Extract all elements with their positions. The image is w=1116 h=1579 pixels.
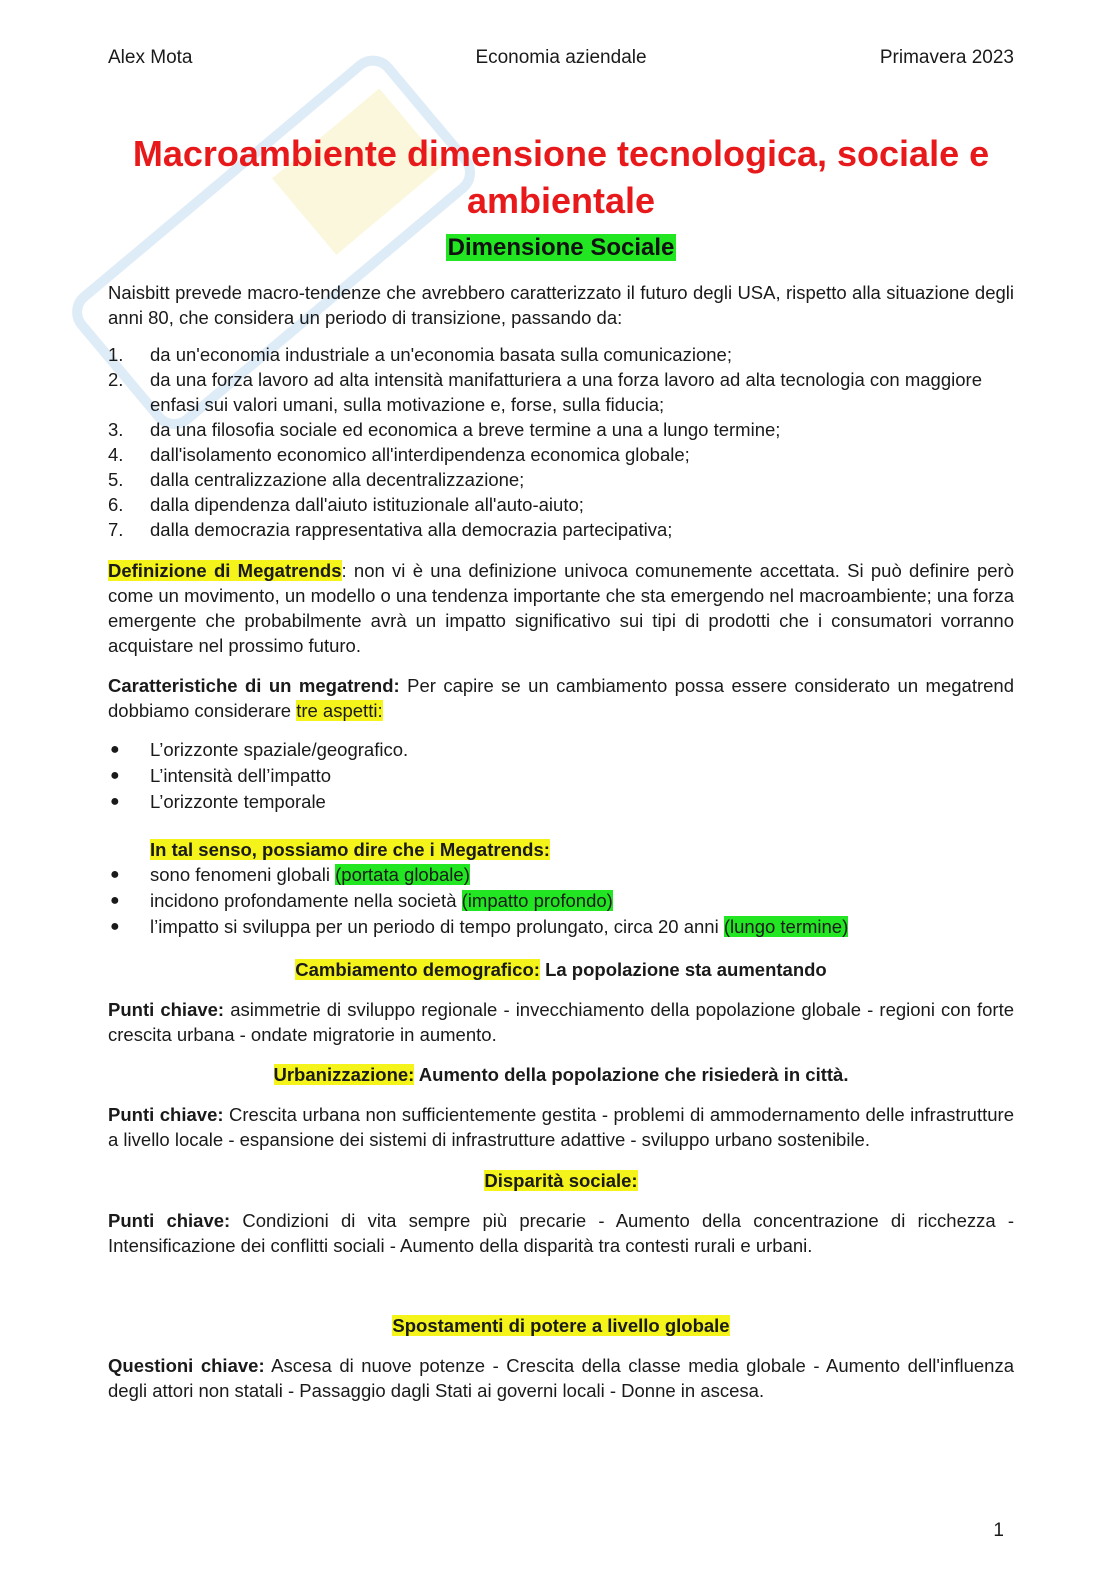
list-item: 7. dalla democrazia rappresentativa alla democrazia partecipativa;: [108, 519, 673, 540]
megatrends-list: [108, 862, 1014, 939]
characteristics-label: Caratteristiche di un megatrend:: [108, 675, 400, 696]
characteristics-paragraph: Caratteristiche di un megatrend: Per capire se un cambiamento possa essere considerato un megatrend dobbiamo considerare tre aspetti:: [108, 675, 1014, 721]
list-item: ● L’intensità dell’impatto: [110, 765, 331, 786]
definition-paragraph: Definizione di Megatrends: non vi è una definizione univoca comunemente accettata. Si può definire però come un movimento, un modello o una tendenza importante che sta emergendo nel macroambiente; una forza emergente che probabilmente avrà un impatto significativo sui tipi di prodotti che i consumatori vorranno acquistare nel prossimo futuro.: [108, 560, 1015, 656]
list-item: ● incidono profondamente nella società (impatto profondo): [110, 890, 613, 911]
list-item: ● L’orizzonte spaziale/geografico.: [110, 739, 409, 760]
section-heading-disparita: Disparità sociale:: [484, 1170, 638, 1191]
aspects-highlight: tre aspetti:: [296, 700, 383, 721]
section-heading-potere: Spostamenti di potere a livello globale: [392, 1315, 730, 1336]
megatrends-head: In tal senso, possiamo dire che i Megatrends:: [150, 839, 550, 860]
list-item: 5. dalla centralizzazione alla decentralizzazione;: [108, 469, 525, 490]
bullet-icon: ●: [110, 767, 120, 784]
aspects-list: [108, 737, 1014, 814]
key-points-paragraph: Punti chiave: asimmetrie di sviluppo regionale - invecchiamento della popolazione globale - regioni con forte crescita urbana - ondate migratorie in aumento.: [108, 999, 1015, 1045]
page-title: Macroambiente dimensione tecnologica, sociale e ambientale: [132, 133, 990, 221]
header-course: Economia aziendale: [475, 47, 647, 68]
bullet-icon: ●: [110, 918, 120, 935]
bullet-icon: ●: [110, 741, 120, 758]
header-author: Alex Mota: [108, 47, 193, 68]
bullet-icon: ●: [110, 866, 120, 883]
list-item: ● L’orizzonte temporale: [110, 791, 326, 812]
list-item: ● sono fenomeni globali (portata globale): [110, 864, 470, 885]
document-body: [108, 130, 1014, 1403]
list-item: 6. dalla dipendenza dall'aiuto istituzionale all'auto-aiuto;: [108, 494, 584, 515]
key-points-paragraph: Punti chiave: Condizioni di vita sempre più precarie - Aumento della concentrazione di ricchezza - Intensificazione dei conflitti sociali - Aumento della disparità tra contesti rurali e urbani.: [108, 1210, 1015, 1256]
key-questions-paragraph: Questioni chiave: Ascesa di nuove potenze - Crescita della classe media globale - Aumento dell'influenza degli attori non statali - Passaggio dagli Stati ai governi locali - Donne in ascesa.: [108, 1355, 1014, 1401]
definition-label: Definizione di Megatrends: [108, 560, 342, 581]
section-heading-demografico: Cambiamento demografico: La popolazione sta aumentando: [295, 959, 827, 980]
intro-paragraph: Naisbitt prevede macro-tendenze che avrebbero caratterizzato il futuro degli USA, rispetto alla situazione degli anni 80, che considera un periodo di transizione, passando da:: [108, 282, 1014, 328]
transitions-list: [108, 342, 1014, 542]
list-item: 4. dall'isolamento economico all'interdipendenza economica globale;: [108, 444, 690, 465]
list-item: 1. da un'economia industriale a un'economia basata sulla comunicazione;: [108, 344, 732, 365]
header-term: Primavera 2023: [879, 47, 1014, 68]
list-item: 2. da una forza lavoro ad alta intensità manifatturiera a una forza lavoro ad alta tecnologia con maggiore enfasi sui valori umani, sulla motivazione e, forse, sulla fiducia;: [108, 369, 982, 415]
list-item: ● l’impatto si sviluppa per un periodo di tempo prolungato, circa 20 anni (lungo termine): [110, 916, 849, 937]
section-subtitle: Dimensione Sociale: [447, 234, 675, 261]
list-item: 3. da una filosofia sociale ed economica a breve termine a una a lungo termine;: [108, 419, 781, 440]
section-heading-urbanizzazione: Urbanizzazione: Aumento della popolazione che risiederà in città.: [273, 1064, 849, 1085]
bullet-icon: ●: [110, 793, 120, 810]
bullet-icon: ●: [110, 892, 120, 909]
key-points-paragraph: Punti chiave: Crescita urbana non sufficientemente gestita - problemi di ammodernamento delle infrastrutture a livello locale - espansione dei sistemi di infrastrutture adattive - sviluppo urbano sostenibile.: [108, 1104, 1014, 1150]
page-number: 1: [993, 1520, 1004, 1541]
page-header: [108, 47, 1014, 73]
